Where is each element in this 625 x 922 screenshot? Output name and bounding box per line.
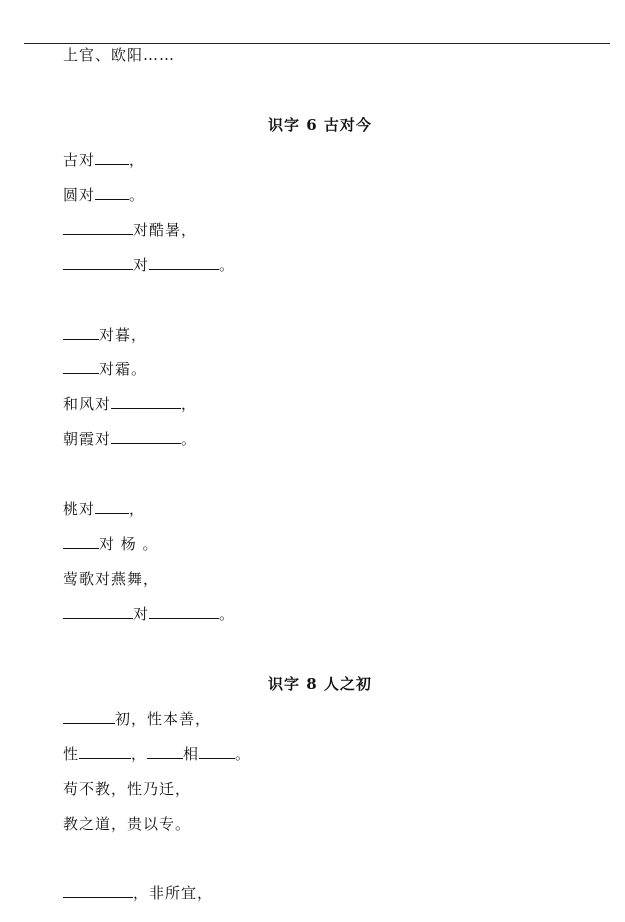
text: 对 杨 。 (99, 535, 159, 553)
text: ， (131, 745, 148, 763)
text: 圆对 (63, 186, 96, 204)
s6-line-8 (63, 429, 197, 449)
fill-blank[interactable] (63, 255, 133, 270)
text: 和风对 (63, 395, 112, 413)
text: ， (181, 395, 198, 413)
text: 。 (219, 256, 236, 274)
fill-blank[interactable] (63, 604, 133, 619)
s6-line-7 (63, 394, 197, 414)
s6-line-9 (63, 499, 145, 519)
fill-blank[interactable] (63, 709, 115, 724)
text: 对 (133, 256, 150, 274)
fill-blank[interactable] (63, 359, 99, 374)
s6-line-2 (63, 185, 145, 205)
s8-line-2 (63, 744, 251, 764)
text: 桃对 (63, 500, 96, 518)
text: 初，性本善， (115, 710, 212, 728)
section-6-title: 识字 6 古对今 (268, 116, 372, 134)
text: 。 (219, 605, 236, 623)
text: 。 (235, 745, 252, 763)
text: 性 (63, 745, 80, 763)
fill-blank[interactable] (95, 150, 129, 165)
text: 朝霞对 (63, 430, 112, 448)
fill-blank[interactable] (149, 604, 219, 619)
text: 古对 (63, 151, 96, 169)
text: ， (129, 151, 146, 169)
header-rule (24, 43, 610, 44)
text: 。 (129, 186, 146, 204)
fill-blank[interactable] (111, 394, 181, 409)
s6-line-10 (63, 534, 159, 554)
s6-line-6 (63, 359, 147, 379)
s6-line-11: 莺歌对燕舞， (63, 570, 160, 588)
text: ，非所宜， (133, 884, 214, 902)
fill-blank[interactable] (111, 429, 181, 444)
fill-blank[interactable] (147, 744, 183, 759)
fill-blank[interactable] (95, 499, 129, 514)
text: ， (129, 500, 146, 518)
text: 对酷暑， (133, 221, 198, 239)
fill-blank[interactable] (63, 534, 99, 549)
fill-blank[interactable] (79, 744, 131, 759)
text: 。 (181, 430, 198, 448)
fill-blank[interactable] (149, 255, 219, 270)
fill-blank[interactable] (199, 744, 235, 759)
text: 相 (183, 745, 200, 763)
text: 对 (133, 605, 150, 623)
s6-line-4 (63, 255, 235, 275)
fill-blank[interactable] (63, 220, 133, 235)
s8-line-4: 教之道，贵以专。 (63, 815, 192, 833)
fill-blank[interactable] (63, 883, 133, 898)
fill-blank[interactable] (63, 325, 99, 340)
text: 对霜。 (99, 360, 148, 378)
s8-line-1 (63, 709, 211, 729)
intro-line: 上官、欧阳…… (63, 46, 176, 64)
s6-line-5 (63, 325, 147, 345)
s6-line-3 (63, 220, 197, 240)
s8-line-3: 苟不教，性乃迁， (63, 780, 192, 798)
text: 对暮， (99, 326, 148, 344)
s6-line-1 (63, 150, 145, 170)
fill-blank[interactable] (95, 185, 129, 200)
section-8-title: 识字 8 人之初 (268, 675, 372, 693)
s8-line-5 (63, 883, 213, 903)
s6-line-12 (63, 604, 235, 624)
